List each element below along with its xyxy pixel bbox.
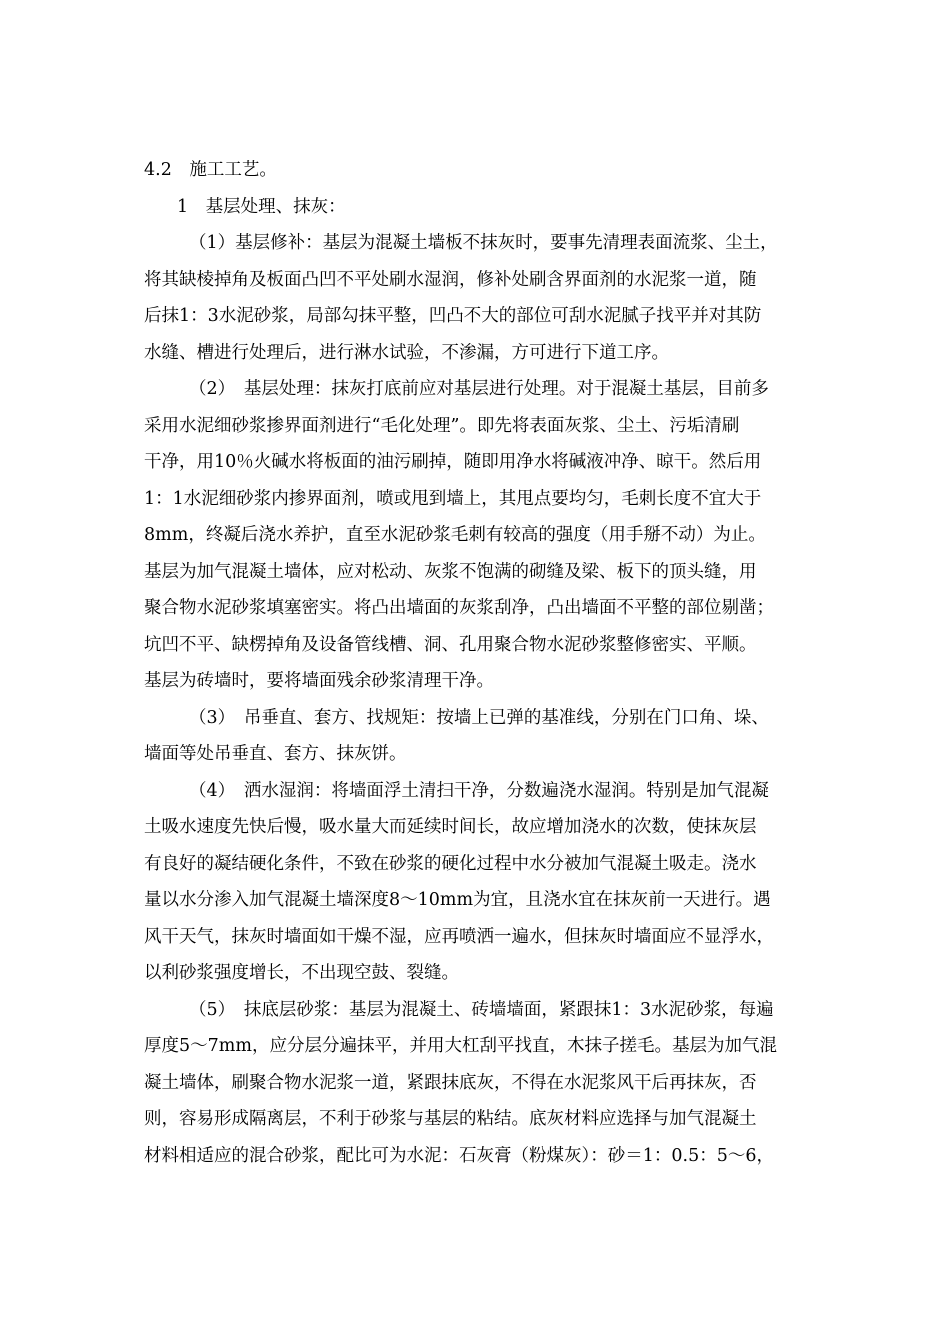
- paragraph-line: 8mm，终凝后浇水养护，直至水泥砂浆毛刺有较高的强度（用手掰不动）为止。: [144, 525, 766, 545]
- paragraph-line: 基层为加气混凝土墙体，应对松动、灰浆不饱满的砌缝及梁、板下的顶头缝，用: [144, 561, 757, 582]
- paragraph-line: 基层为砖墙时，要将墙面残余砂浆清理干净。: [144, 671, 494, 691]
- paragraph-line: 量以水分渗入加气混凝土墙深度8～10mm为宜，且浇水宜在抹灰前一天进行。遇: [144, 890, 771, 910]
- paragraph-base-treatment: [144, 371, 806, 700]
- paragraph-line: （4） 洒水湿润：将墙面浮土清扫干净，分数遍浇水湿润。特别是加气混凝: [189, 780, 769, 801]
- paragraph-line: 材料相适应的混合砂浆，配比可为水泥：石灰膏（粉煤灰）：砂＝1：0.5：5～6，: [144, 1145, 774, 1166]
- paragraph-line: 坑凹不平、缺楞掉角及设备管线槽、洞、孔用聚合物水泥砂浆整修密实、平顺。: [144, 634, 757, 655]
- paragraph-line: 干净，用10％火碱水将板面的油污刷掉，随即用净水将碱液冲净、晾干。然后用: [144, 452, 762, 472]
- paragraph-line: 凝土墙体，刷聚合物水泥浆一道，紧跟抹底灰，不得在水泥浆风干后再抹灰，否: [144, 1072, 757, 1093]
- paragraph-line: 则，容易形成隔离层，不利于砂浆与基层的粘结。底灰材料应选择与加气混凝土: [144, 1109, 757, 1129]
- paragraph-wetting: [144, 773, 806, 992]
- paragraph-line: 墙面等处吊垂直、套方、抹灰饼。: [144, 744, 407, 764]
- paragraph-line: 聚合物水泥砂浆填塞密实。将凸出墙面的灰浆刮净，凸出墙面不平整的部位剔凿；: [144, 598, 774, 618]
- paragraph-line: 采用水泥细砂浆掺界面剂进行“毛化处理”。即先将表面灰浆、尘土、污垢清刷: [144, 415, 740, 436]
- paragraph-line: 后抹1：3水泥砂浆，局部勾抹平整，凹凸不大的部位可刮水泥腻子找平并对其防: [144, 306, 762, 326]
- paragraph-line: （3） 吊垂直、套方、找规矩：按墙上已弹的基准线，分别在门口角、垛、: [189, 707, 769, 728]
- paragraph-base-coat: [144, 992, 806, 1175]
- paragraph-line: （2） 基层处理：抹灰打底前应对基层进行处理。对于混凝土基层，目前多: [189, 379, 769, 399]
- paragraph-line: 有良好的凝结硬化条件，不致在砂浆的硬化过程中水分被加气混凝土吸走。浇水: [144, 853, 757, 874]
- subsection-heading: 1 基层处理、抹灰：: [177, 196, 346, 217]
- paragraph-line: 1：1水泥细砂浆内掺界面剂，喷或甩到墙上，其甩点要均匀，毛刺长度不宜大于: [144, 488, 762, 509]
- paragraph-line: （5） 抹底层砂浆：基层为混凝土、砖墙墙面，紧跟抹1：3水泥砂浆，每遍: [189, 999, 774, 1020]
- paragraph-line: 风干天气，抹灰时墙面如干燥不湿，应再喷洒一遍水，但抹灰时墙面应不显浮水，: [144, 926, 774, 947]
- paragraph-line: 土吸水速度先快后慢，吸水量大而延续时间长，故应增加浇水的次数，使抹灰层: [144, 817, 757, 837]
- paragraph-line: 以利砂浆强度增长，不出现空鼓、裂缝。: [144, 963, 459, 983]
- paragraph-plumb-square: [144, 700, 806, 773]
- paragraph-line: 水缝、槽进行处理后，进行淋水试验，不渗漏，方可进行下道工序。: [144, 342, 669, 363]
- paragraph-base-repair: [144, 225, 806, 371]
- paragraph-line: 将其缺棱掉角及板面凸凹不平处刷水湿润，修补处刷含界面剂的水泥浆一道，随: [144, 269, 757, 290]
- document-body: [144, 152, 806, 1174]
- paragraph-line: 厚度5～7mm，应分层分遍抹平，并用大杠刮平找直，木抹子搓毛。基层为加气混: [144, 1036, 777, 1056]
- paragraph-line: （1）基层修补：基层为混凝土墙板不抹灰时，要事先清理表面流浆、尘土，: [189, 233, 778, 253]
- section-heading: 4.2 施工工艺。: [144, 160, 277, 180]
